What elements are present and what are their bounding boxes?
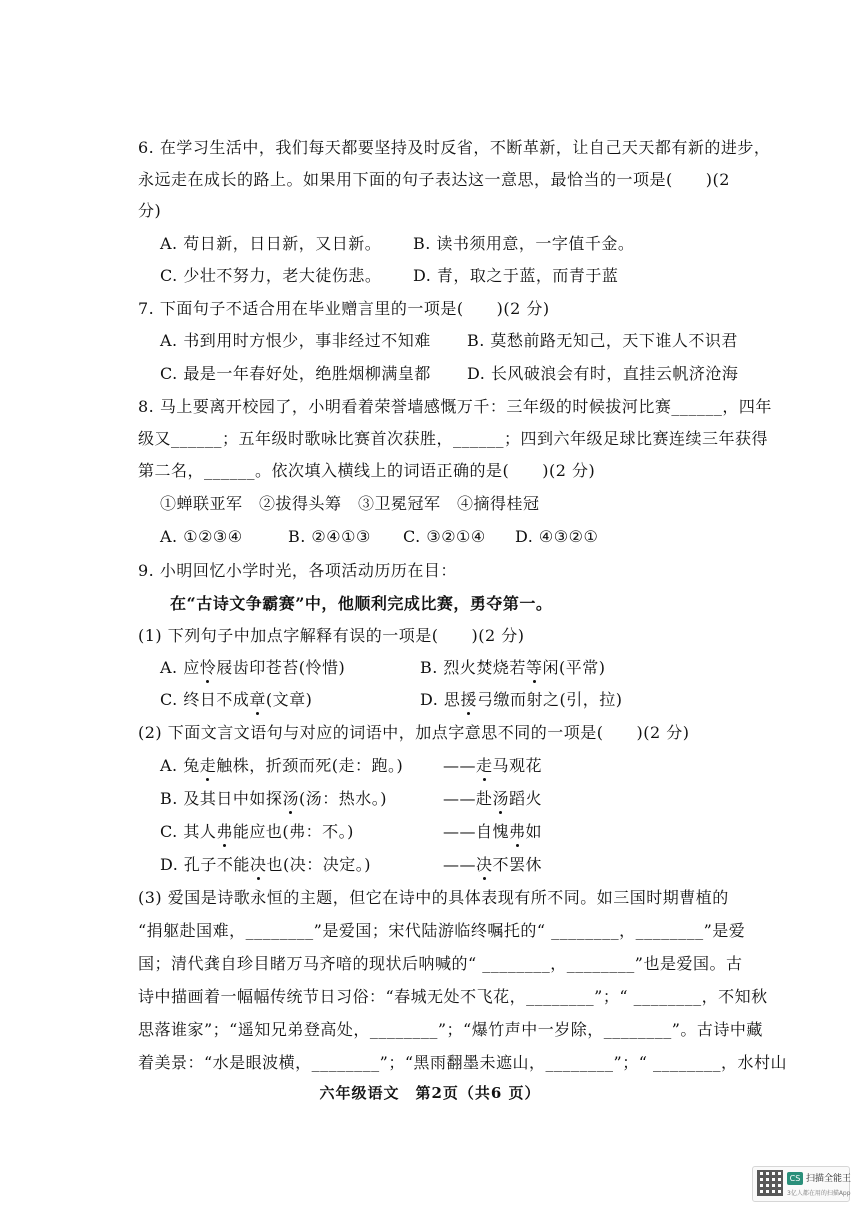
q9-2-word-b: ——赴汤蹈火 xyxy=(443,789,543,808)
dotted-char: 汤 xyxy=(282,789,299,808)
q9-2-option-d: D. 孔子不能决也(决：决定。) xyxy=(160,855,371,874)
q6-line2: 永远走在成长的路上。如果用下面的句子表达这一意思，最恰当的一项是( )(2 xyxy=(138,170,730,189)
q8-option-b: B. ②④①③ xyxy=(288,527,371,546)
q7-stem: 7. 下面句子不适合用在毕业赠言里的一项是( )(2 分) xyxy=(138,299,550,318)
qr-code-icon xyxy=(757,1170,783,1196)
q6-option-a: A. 苟日新，日日新，又日新。 xyxy=(160,234,382,253)
q9-2-word-d: ——决不罢休 xyxy=(443,855,543,874)
dotted-char: 决 xyxy=(476,855,493,874)
dotted-char: 汤 xyxy=(492,789,510,808)
q8-line1: 8. 马上要离开校园了，小明看着荣誉墙感慨万千：三年级的时候拔河比赛______，四年 xyxy=(138,397,772,416)
q9-2-stem: (2) 下面文言文语句与对应的词语中，加点字意思不同的一项是( )(2 分) xyxy=(138,723,690,742)
dotted-char: 怜 xyxy=(199,658,217,677)
scanner-app-name: 扫描全能王 xyxy=(806,1174,852,1184)
q9-3-line6: 着美景：“水是眼波横，________”；“黑雨翻墨未遮山，________”；“ ________，水村山 xyxy=(138,1053,787,1072)
page-footer: 六年级语文 第2页（共6 页） xyxy=(319,1084,541,1102)
camscanner-logo-icon: CS xyxy=(787,1172,803,1185)
q8-word-choices: ①蝉联亚军 ②拔得头筹 ③卫冕冠军 ④摘得桂冠 xyxy=(160,494,540,513)
dotted-char: 走 xyxy=(199,756,217,775)
q9-context: 在“古诗文争霸赛”中，他顺利完成比赛，勇夺第一。 xyxy=(170,594,553,613)
q9-2-word-a: ——走马观花 xyxy=(443,756,543,775)
q7-option-c: C. 最是一年春好处，绝胜烟柳满皇都 xyxy=(160,364,431,383)
q9-2-option-c: C. 其人弗能应也(弗：不。) xyxy=(160,822,354,841)
q6-option-c: C. 少壮不努力，老大徒伤悲。 xyxy=(160,266,382,285)
dotted-char: 弗 xyxy=(509,822,526,841)
q9-1-option-d: D. 思援弓缴而射之(引，拉) xyxy=(420,690,623,709)
q9-3-line5: 思落谁家”；“遥知兄弟登高处，________”；“爆竹声中一岁除，________”。古诗中藏 xyxy=(138,1020,763,1039)
q8-option-d: D. ④③②① xyxy=(515,527,599,546)
dotted-char: 章 xyxy=(249,690,266,709)
q8-option-c: C. ③②①④ xyxy=(403,527,486,546)
q6-option-d: D. 青，取之于蓝，而青于蓝 xyxy=(413,266,619,285)
dotted-char: 援 xyxy=(460,690,477,709)
scanner-tagline: 3亿人都在用的扫描App xyxy=(787,1190,851,1197)
q7-option-d: D. 长风破浪会有时，直挂云帆济沧海 xyxy=(467,364,739,383)
q8-line2: 级又______；五年级时歌咏比赛首次获胜，______；四到六年级足球比赛连续三年获得 xyxy=(138,429,769,448)
q7-option-b: B. 莫愁前路无知己，天下谁人不识君 xyxy=(467,331,738,350)
q9-1-stem: (1) 下列句子中加点字解释有误的一项是( )(2 分) xyxy=(138,626,525,645)
q9-2-option-a: A. 兔走触株，折颈而死(走：跑。) xyxy=(160,756,404,775)
dotted-char: 走 xyxy=(476,756,493,775)
q9-3-line2: “捐躯赴国难，________”是爱国；宋代陆游临终嘱托的“ ________，________”是爱 xyxy=(138,921,746,940)
q9-3-line1: (3) 爱国是诗歌永恒的主题，但它在诗中的具体表现有所不同。如三国时期曹植的 xyxy=(138,888,729,907)
q9-1-option-b: B. 烈火焚烧若等闲(平常) xyxy=(420,658,606,677)
q9-2-option-b: B. 及其日中如探汤(汤：热水。) xyxy=(160,789,387,808)
q6-line3: 分) xyxy=(138,201,162,220)
q9-1-option-c: C. 终日不成章(文章) xyxy=(160,690,313,709)
dotted-char: 弗 xyxy=(216,822,233,841)
q6-line1: 6. 在学习生活中，我们每天都要坚持及时反省，不断革新，让自己天天都有新的进步， xyxy=(138,138,771,157)
q9-3-line3: 国；清代龚自珍目睹万马齐喑的现状后呐喊的“ ________，________”也是爱国。古 xyxy=(138,954,743,973)
q7-option-a: A. 书到用时方恨少，事非经过不知难 xyxy=(160,331,431,350)
scanner-watermark xyxy=(752,1166,850,1202)
q6-option-b: B. 读书须用意，一字值千金。 xyxy=(413,234,635,253)
dotted-char: 决 xyxy=(249,855,267,874)
q8-line3: 第二名，______。依次填入横线上的词语正确的是( )(2 分) xyxy=(138,461,596,480)
q8-option-a: A. ①②③④ xyxy=(160,527,243,546)
dotted-char: 等 xyxy=(525,658,543,677)
q9-stem: 9. 小明回忆小学时光，各项活动历历在目： xyxy=(138,561,457,580)
q9-2-word-c: ——自愧弗如 xyxy=(443,822,543,841)
q9-1-option-a: A. 应怜屐齿印苍苔(怜惜) xyxy=(160,658,346,677)
q9-3-line4: 诗中描画着一幅幅传统节日习俗：“春城无处不飞花，________”；“ ________，不知秋 xyxy=(138,987,768,1006)
